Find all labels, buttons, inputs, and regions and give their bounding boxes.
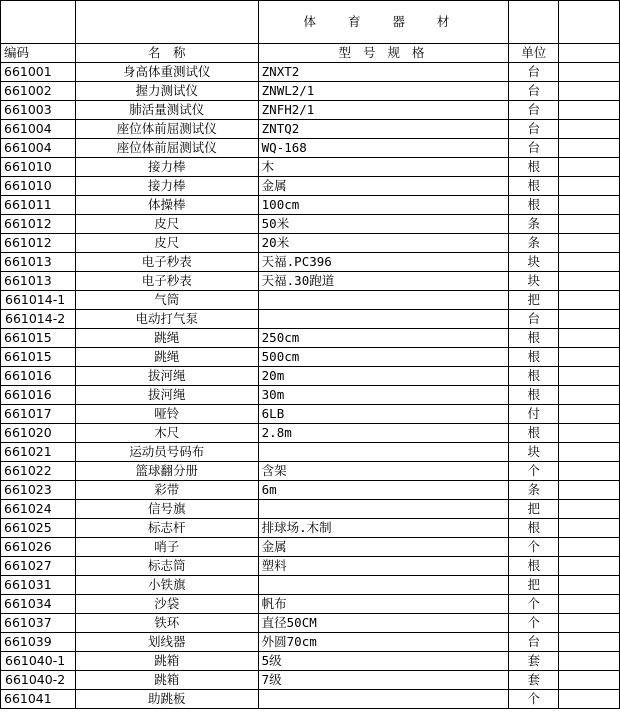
spec-cell[interactable]	[258, 690, 509, 709]
table-row	[1, 538, 620, 557]
spec-cell[interactable]: 5级	[258, 652, 509, 671]
unit-cell[interactable]: 块	[509, 443, 559, 462]
blank-cell[interactable]	[559, 671, 620, 690]
table-row	[1, 405, 620, 424]
name-cell[interactable]: 座位体前屈测试仪	[75, 120, 258, 139]
title-blank-cell[interactable]	[559, 1, 620, 44]
name-cell[interactable]: 沙袋	[75, 595, 258, 614]
blank-cell[interactable]	[559, 196, 620, 215]
spec-cell[interactable]: 金属	[258, 177, 509, 196]
table-row	[1, 329, 620, 348]
spec-cell[interactable]: 30m	[258, 386, 509, 405]
spec-cell[interactable]	[258, 310, 509, 329]
blank-cell[interactable]	[559, 633, 620, 652]
header-row	[1, 44, 620, 63]
header-name: 名 称	[75, 44, 258, 63]
unit-cell[interactable]: 条	[509, 234, 559, 253]
code-cell[interactable]: 661013	[1, 253, 76, 272]
blank-cell[interactable]	[559, 63, 620, 82]
name-cell[interactable]: 划线器	[75, 633, 258, 652]
unit-cell[interactable]: 个	[509, 595, 559, 614]
name-cell[interactable]: 拔河绳	[75, 386, 258, 405]
spec-cell[interactable]: 500cm	[258, 348, 509, 367]
spec-cell[interactable]	[258, 291, 509, 310]
unit-cell[interactable]: 根	[509, 367, 559, 386]
code-cell[interactable]: 661010	[1, 158, 76, 177]
spec-cell[interactable]: 20m	[258, 367, 509, 386]
table-row	[1, 253, 620, 272]
unit-cell[interactable]: 块	[509, 272, 559, 291]
name-cell[interactable]: 皮尺	[75, 215, 258, 234]
table-row	[1, 101, 620, 120]
spec-cell[interactable]: 100cm	[258, 196, 509, 215]
blank-cell[interactable]	[559, 253, 620, 272]
name-cell[interactable]: 彩带	[75, 481, 258, 500]
blank-cell[interactable]	[559, 481, 620, 500]
code-cell[interactable]: 661014-1	[1, 291, 76, 310]
unit-cell[interactable]: 条	[509, 481, 559, 500]
table-row	[1, 690, 620, 709]
spec-cell[interactable]: 250cm	[258, 329, 509, 348]
code-cell[interactable]: 661012	[1, 234, 76, 253]
spec-cell[interactable]: 排球场.木制	[258, 519, 509, 538]
blank-cell[interactable]	[559, 690, 620, 709]
name-cell[interactable]: 接力棒	[75, 158, 258, 177]
table-row	[1, 500, 620, 519]
blank-cell[interactable]	[559, 272, 620, 291]
title-row	[1, 1, 620, 44]
name-cell[interactable]: 跳箱	[75, 671, 258, 690]
code-cell[interactable]: 661026	[1, 538, 76, 557]
blank-cell[interactable]	[559, 101, 620, 120]
unit-cell[interactable]: 个	[509, 690, 559, 709]
unit-cell[interactable]: 根	[509, 348, 559, 367]
name-cell[interactable]: 电子秒表	[75, 253, 258, 272]
spec-cell[interactable]: 金属	[258, 538, 509, 557]
blank-cell[interactable]	[559, 519, 620, 538]
code-cell[interactable]: 661002	[1, 82, 76, 101]
unit-cell[interactable]: 台	[509, 101, 559, 120]
name-cell[interactable]: 跳箱	[75, 652, 258, 671]
code-cell[interactable]: 661022	[1, 462, 76, 481]
code-cell[interactable]: 661013	[1, 272, 76, 291]
spec-cell[interactable]: 塑料	[258, 557, 509, 576]
table-row	[1, 386, 620, 405]
table-row	[1, 139, 620, 158]
spec-cell[interactable]: 木	[258, 158, 509, 177]
code-cell[interactable]: 661023	[1, 481, 76, 500]
name-cell[interactable]: 运动员号码布	[75, 443, 258, 462]
code-cell[interactable]: 661024	[1, 500, 76, 519]
table-row	[1, 557, 620, 576]
code-cell[interactable]: 661012	[1, 215, 76, 234]
table-row	[1, 633, 620, 652]
spec-cell[interactable]	[258, 443, 509, 462]
title-blank-cell[interactable]	[1, 1, 76, 44]
code-cell[interactable]: 661016	[1, 367, 76, 386]
code-cell[interactable]: 661034	[1, 595, 76, 614]
table-row	[1, 671, 620, 690]
unit-cell[interactable]: 台	[509, 139, 559, 158]
spec-cell[interactable]: 20米	[258, 234, 509, 253]
name-cell[interactable]: 跳绳	[75, 348, 258, 367]
spec-cell[interactable]: ZNFH2/1	[258, 101, 509, 120]
spec-cell[interactable]: 2.8m	[258, 424, 509, 443]
blank-cell[interactable]	[559, 424, 620, 443]
title-blank-cell[interactable]	[75, 1, 258, 44]
name-cell[interactable]: 标志筒	[75, 557, 258, 576]
blank-cell[interactable]	[559, 158, 620, 177]
unit-cell[interactable]: 台	[509, 82, 559, 101]
unit-cell[interactable]: 把	[509, 291, 559, 310]
blank-cell[interactable]	[559, 310, 620, 329]
code-cell[interactable]: 661027	[1, 557, 76, 576]
name-cell[interactable]: 体操棒	[75, 196, 258, 215]
table-row	[1, 652, 620, 671]
spec-cell[interactable]: 外圆70cm	[258, 633, 509, 652]
blank-cell[interactable]	[559, 139, 620, 158]
table-row	[1, 367, 620, 386]
code-cell[interactable]: 661016	[1, 386, 76, 405]
table-row	[1, 120, 620, 139]
table-row	[1, 234, 620, 253]
name-cell[interactable]: 木尺	[75, 424, 258, 443]
blank-cell[interactable]	[559, 82, 620, 101]
spec-cell[interactable]: 7级	[258, 671, 509, 690]
table-row	[1, 443, 620, 462]
code-cell[interactable]: 661021	[1, 443, 76, 462]
table-row	[1, 614, 620, 633]
table-row	[1, 291, 620, 310]
unit-cell[interactable]: 根	[509, 177, 559, 196]
name-cell[interactable]: 篮球翻分册	[75, 462, 258, 481]
name-cell[interactable]: 哨子	[75, 538, 258, 557]
code-cell[interactable]: 661041	[1, 690, 76, 709]
name-cell[interactable]: 跳绳	[75, 329, 258, 348]
table-row	[1, 272, 620, 291]
unit-cell[interactable]: 块	[509, 253, 559, 272]
table-row	[1, 462, 620, 481]
title-blank-cell[interactable]	[509, 1, 559, 44]
unit-cell[interactable]: 根	[509, 196, 559, 215]
unit-cell[interactable]: 个	[509, 538, 559, 557]
code-cell[interactable]: 661015	[1, 329, 76, 348]
blank-cell[interactable]	[559, 120, 620, 139]
blank-cell[interactable]	[559, 386, 620, 405]
unit-cell[interactable]: 个	[509, 614, 559, 633]
header-code: 编码	[1, 44, 76, 63]
spec-cell[interactable]: 6LB	[258, 405, 509, 424]
code-cell[interactable]: 661025	[1, 519, 76, 538]
blank-cell[interactable]	[559, 614, 620, 633]
code-cell[interactable]: 661040-2	[1, 671, 76, 690]
code-cell[interactable]: 661010	[1, 177, 76, 196]
unit-cell[interactable]: 付	[509, 405, 559, 424]
spec-cell[interactable]: ZNTQ2	[258, 120, 509, 139]
code-cell[interactable]: 661039	[1, 633, 76, 652]
name-cell[interactable]: 助跳板	[75, 690, 258, 709]
name-cell[interactable]: 小铁旗	[75, 576, 258, 595]
table-row	[1, 158, 620, 177]
blank-cell[interactable]	[559, 329, 620, 348]
unit-cell[interactable]: 个	[509, 462, 559, 481]
code-cell[interactable]: 661011	[1, 196, 76, 215]
unit-cell[interactable]: 条	[509, 215, 559, 234]
spec-cell[interactable]: 含架	[258, 462, 509, 481]
table-row	[1, 177, 620, 196]
blank-cell[interactable]	[559, 348, 620, 367]
unit-cell[interactable]: 台	[509, 120, 559, 139]
spec-cell[interactable]: ZNWL2/1	[258, 82, 509, 101]
name-cell[interactable]: 哑铃	[75, 405, 258, 424]
name-cell[interactable]: 拔河绳	[75, 367, 258, 386]
code-cell[interactable]: 661004	[1, 120, 76, 139]
blank-cell[interactable]	[559, 595, 620, 614]
spec-cell[interactable]	[258, 500, 509, 519]
unit-cell[interactable]: 根	[509, 557, 559, 576]
unit-cell[interactable]: 根	[509, 386, 559, 405]
blank-cell[interactable]	[559, 557, 620, 576]
blank-cell[interactable]	[559, 576, 620, 595]
table-row	[1, 519, 620, 538]
sheet-title: 体 育 器 材	[258, 1, 509, 44]
table-row	[1, 576, 620, 595]
table-row	[1, 481, 620, 500]
blank-cell[interactable]	[559, 234, 620, 253]
blank-cell[interactable]	[559, 443, 620, 462]
name-cell[interactable]: 接力棒	[75, 177, 258, 196]
blank-cell[interactable]	[559, 405, 620, 424]
blank-cell[interactable]	[559, 177, 620, 196]
blank-cell[interactable]	[559, 538, 620, 557]
code-cell[interactable]: 661040-1	[1, 652, 76, 671]
unit-cell[interactable]: 套	[509, 652, 559, 671]
header-spec: 型 号 规 格	[258, 44, 509, 63]
code-cell[interactable]: 661003	[1, 101, 76, 120]
unit-cell[interactable]: 把	[509, 500, 559, 519]
table-row	[1, 196, 620, 215]
table-row	[1, 215, 620, 234]
name-cell[interactable]: 气筒	[75, 291, 258, 310]
unit-cell[interactable]: 根	[509, 424, 559, 443]
unit-cell[interactable]: 根	[509, 329, 559, 348]
code-cell[interactable]: 661001	[1, 63, 76, 82]
header-blank[interactable]	[559, 44, 620, 63]
spec-cell[interactable]: 50米	[258, 215, 509, 234]
blank-cell[interactable]	[559, 367, 620, 386]
spec-cell[interactable]: 6m	[258, 481, 509, 500]
table-row	[1, 595, 620, 614]
code-cell[interactable]: 661020	[1, 424, 76, 443]
unit-cell[interactable]: 套	[509, 671, 559, 690]
name-cell[interactable]: 电子秒表	[75, 272, 258, 291]
code-cell[interactable]: 661004	[1, 139, 76, 158]
spec-cell[interactable]	[258, 576, 509, 595]
name-cell[interactable]: 皮尺	[75, 234, 258, 253]
header-unit: 单位	[509, 44, 559, 63]
spec-cell[interactable]: 直径50CM	[258, 614, 509, 633]
table-row	[1, 63, 620, 82]
name-cell[interactable]: 身高体重测试仪	[75, 63, 258, 82]
name-cell[interactable]: 座位体前屈测试仪	[75, 139, 258, 158]
name-cell[interactable]: 肺活量测试仪	[75, 101, 258, 120]
name-cell[interactable]: 电动打气泵	[75, 310, 258, 329]
unit-cell[interactable]: 根	[509, 158, 559, 177]
unit-cell[interactable]: 把	[509, 576, 559, 595]
code-cell[interactable]: 661017	[1, 405, 76, 424]
spec-cell[interactable]: ZNXT2	[258, 63, 509, 82]
unit-cell[interactable]: 台	[509, 310, 559, 329]
table-row	[1, 82, 620, 101]
table-row	[1, 348, 620, 367]
unit-cell[interactable]: 根	[509, 519, 559, 538]
spec-cell[interactable]: 天福.PC396	[258, 253, 509, 272]
spec-cell[interactable]: 天福.30跑道	[258, 272, 509, 291]
unit-cell[interactable]: 台	[509, 63, 559, 82]
unit-cell[interactable]: 台	[509, 633, 559, 652]
name-cell[interactable]: 信号旗	[75, 500, 258, 519]
blank-cell[interactable]	[559, 215, 620, 234]
name-cell[interactable]: 标志杆	[75, 519, 258, 538]
spec-cell[interactable]: 帆布	[258, 595, 509, 614]
code-cell[interactable]: 661031	[1, 576, 76, 595]
code-cell[interactable]: 661037	[1, 614, 76, 633]
table-row	[1, 424, 620, 443]
name-cell[interactable]: 铁环	[75, 614, 258, 633]
name-cell[interactable]: 握力测试仪	[75, 82, 258, 101]
blank-cell[interactable]	[559, 291, 620, 310]
code-cell[interactable]: 661015	[1, 348, 76, 367]
blank-cell[interactable]	[559, 652, 620, 671]
spec-cell[interactable]: WQ-168	[258, 139, 509, 158]
code-cell[interactable]: 661014-2	[1, 310, 76, 329]
table-row	[1, 310, 620, 329]
blank-cell[interactable]	[559, 500, 620, 519]
blank-cell[interactable]	[559, 462, 620, 481]
